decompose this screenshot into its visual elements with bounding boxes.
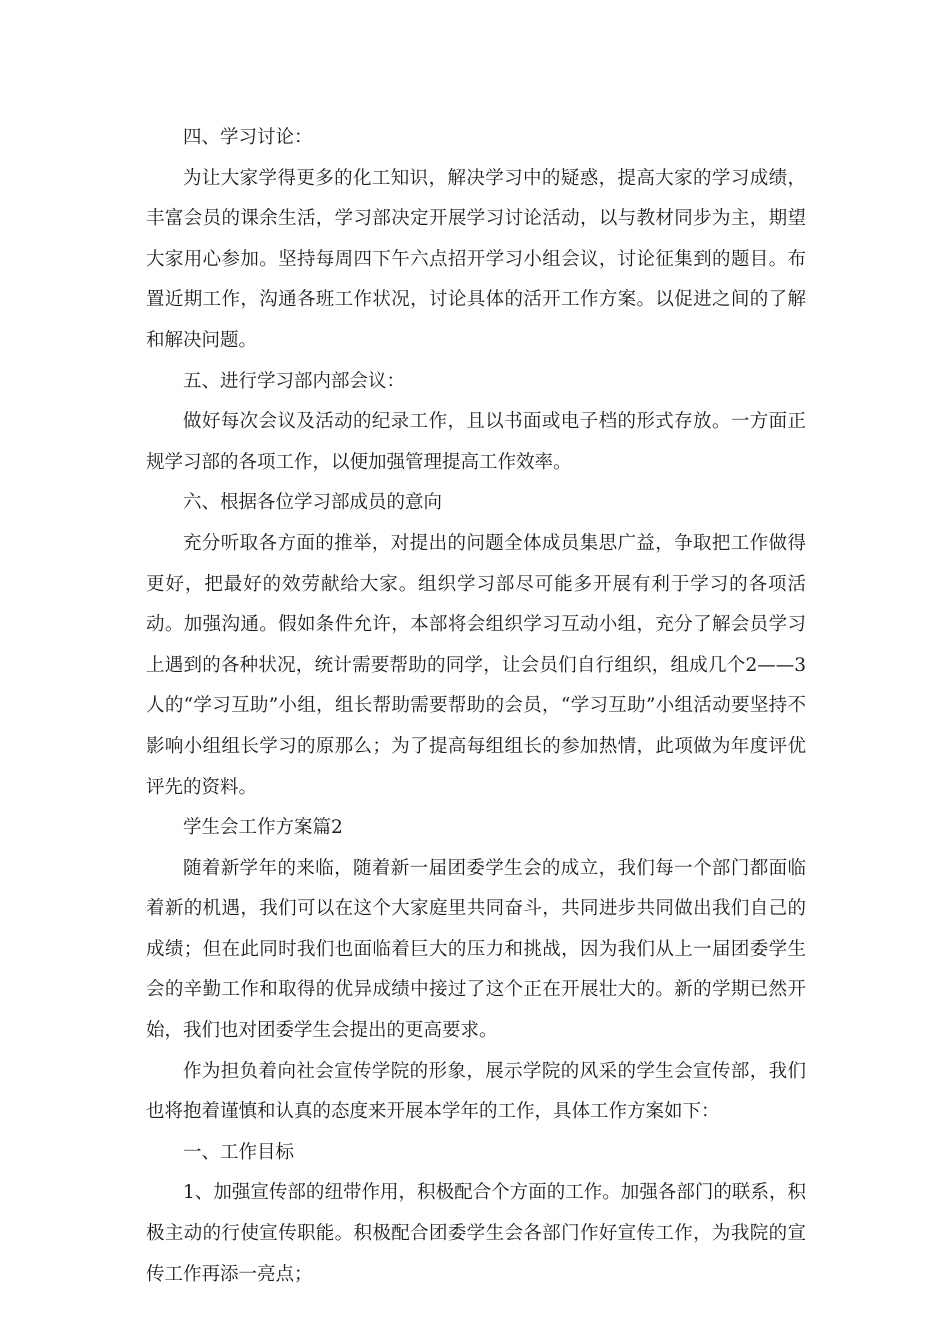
paragraph-goal-1: 1、加强宣传部的纽带作用，积极配合个方面的工作。加强各部门的联系，积极主动的行使宣传职能。积极配合团委学生会各部门作好宣传工作，为我院的宣传工作再添一亮点；: [146, 1182, 806, 1285]
article-title-part-2: 学生会工作方案篇2: [183, 817, 343, 839]
paragraph-publicity-dept: 作为担负着向社会宣传学院的形象，展示学院的风采的学生会宣传部，我们也将抱着谨慎和认真的态度来开展本学年的工作，具体工作方案如下：: [146, 1060, 806, 1123]
paragraph-new-semester: 随着新学年的来临，随着新一届团委学生会的成立，我们每一个部门都面临着新的机遇，我们可以在这个大家庭里共同奋斗，共同进步共同做出我们自己的成绩；但在此同时我们也面临着巨大的压力和挑战，因为我们从上一届团委学生会的辛勤工作和取得的优异成绩中接过了这个正在开展壮大的。新的学期已然开始，我们也对团委学生会提出的更高要求。: [146, 857, 806, 1042]
document-body: [146, 118, 806, 1295]
section-heading-internal-meeting: 五、进行学习部内部会议：: [183, 370, 406, 392]
section-heading-study-discussion: 四、学习讨论：: [183, 127, 313, 148]
paragraph-member-intent: 充分听取各方面的推举，对提出的问题全体成员集思广益，争取把工作做得更好，把最好的效劳献给大家。组织学习部尽可能多开展有利于学习的各项活动。加强沟通。假如条件允许，本部将会组织学习互动小组，充分了解会员学习上遇到的各种状况，统计需要帮助的同学，让会员们自行组织，组成几个2——3人的“学习互助”小组，组长帮助需要帮助的会员，“学习互助”小组活动要坚持不影响小组组长学习的原那么；为了提高每组组长的参加热情，此项做为年度评优评先的资料。: [146, 532, 806, 798]
paragraph-study-discussion: 为让大家学得更多的化工知识，解决学习中的疑惑，提高大家的学习成绩，丰富会员的课余生活，学习部决定开展学习讨论活动，以与教材同步为主，期望大家用心参加。坚持每周四下午六点招开学习小组会议，讨论征集到的题目。布置近期工作，沟通各班工作状况，讨论具体的活开工作方案。以促进之间的了解和解决问题。: [146, 167, 806, 351]
section-heading-member-intent: 六、根据各位学习部成员的意向: [183, 492, 443, 514]
paragraph-internal-meeting: 做好每次会议及活动的纪录工作，且以书面或电子档的形式存放。一方面正规学习部的各项工作，以便加强管理提高工作效率。: [146, 411, 806, 473]
section-heading-work-goals: 一、工作目标: [183, 1141, 295, 1163]
